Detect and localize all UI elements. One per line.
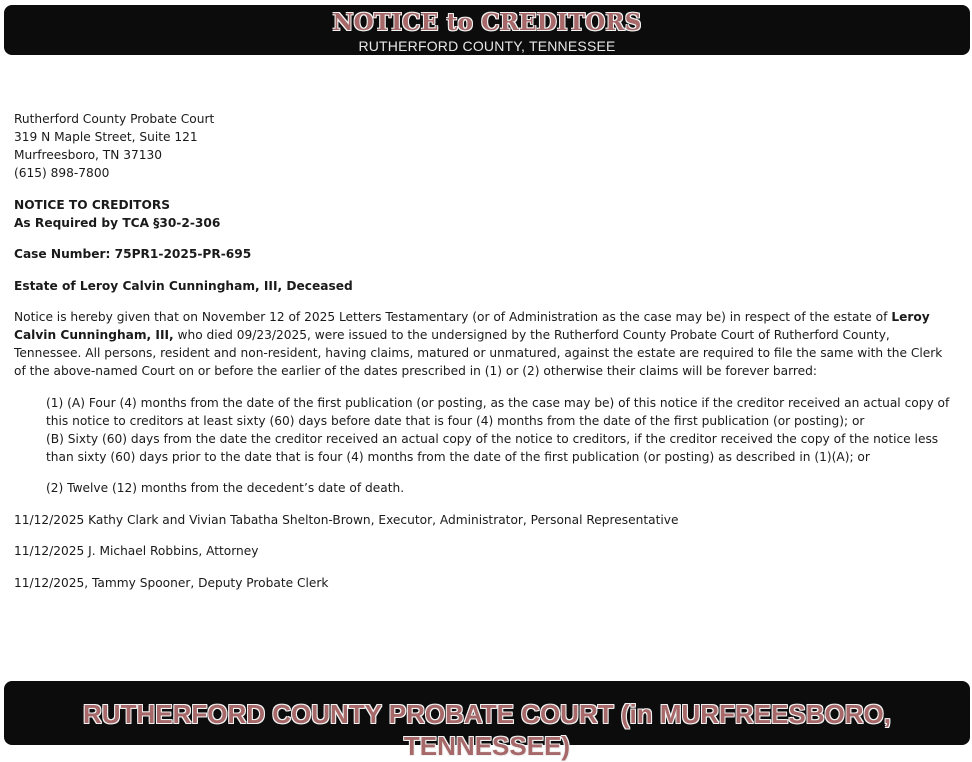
case-number: Case Number: 75PR1-2025-PR-695	[14, 247, 252, 261]
court-address-block	[14, 110, 956, 182]
notice-body	[14, 308, 956, 380]
notice-body-rest: who died 09/23/2025, were issued to the undersigned by the Rutherford County Probate Court of Rutherford County, Tennessee. All persons, resident and non-resident, having claims, matured or unmatured, against the estate are required to file the same with the Clerk of the above-named Court on or before the earlier of the dates prescribed in (1) or (2) otherwise their claims will be forever barred:	[14, 328, 943, 378]
clause-2: (2) Twelve (12) months from the decedent’s date of death.	[46, 481, 405, 495]
notice-statute: As Required by TCA §30-2-306	[14, 215, 221, 230]
court-phone: (615) 898-7800	[14, 166, 110, 180]
signature-line: 11/12/2025, Tammy Spooner, Deputy Probate Clerk	[14, 575, 329, 590]
header-title: NOTICE to CREDITORS	[332, 9, 642, 36]
decedent-name: Leroy Calvin Cunningham, III,	[14, 310, 930, 342]
notice-content	[14, 110, 956, 605]
estate-title: Estate of Leroy Calvin Cunningham, III, Deceased	[14, 278, 353, 293]
footer-banner	[4, 681, 970, 761]
header-banner	[4, 5, 970, 55]
court-street: 319 N Maple Street, Suite 121	[14, 130, 198, 144]
signature-line: 11/12/2025 Kathy Clark and Vivian Tabatha Shelton-Brown, Executor, Administrator, Personal Representative	[14, 512, 679, 527]
notice-heading-block	[14, 196, 956, 232]
signature-line: 11/12/2025 J. Michael Robbins, Attorney	[14, 544, 259, 558]
clause-1b: (B) Sixty (60) days from the date the creditor received an actual copy of the notice to creditors, if the creditor received the copy of the notice less than sixty (60) days prior to the date that is four (4) months from the date of the first publication (or posting) as described in (1)(A); or	[46, 431, 939, 464]
notice-body-intro: Notice is hereby given that on November 12 of 2025 Letters Testamentary (or of Administration as the case may be) in respect of the estate of	[14, 310, 892, 324]
clause-1	[14, 394, 956, 466]
header-subtitle: RUTHERFORD COUNTY, TENNESSEE	[358, 38, 616, 54]
court-name: Rutherford County Probate Court	[14, 112, 215, 126]
notice-heading: NOTICE TO CREDITORS	[14, 197, 170, 212]
court-city: Murfreesboro, TN 37130	[14, 148, 162, 162]
clause-1a: (1) (A) Four (4) months from the date of the first publication (or posting, as the case may be) of this notice if the creditor received an actual copy of this notice to creditors at least sixty (60) days before date that is four (4) months from the date of the first publication (or posting); or	[46, 395, 950, 428]
footer-title: RUTHERFORD COUNTY PROBATE COURT (in MURFREESBORO, TENNESSEE)	[83, 699, 891, 761]
